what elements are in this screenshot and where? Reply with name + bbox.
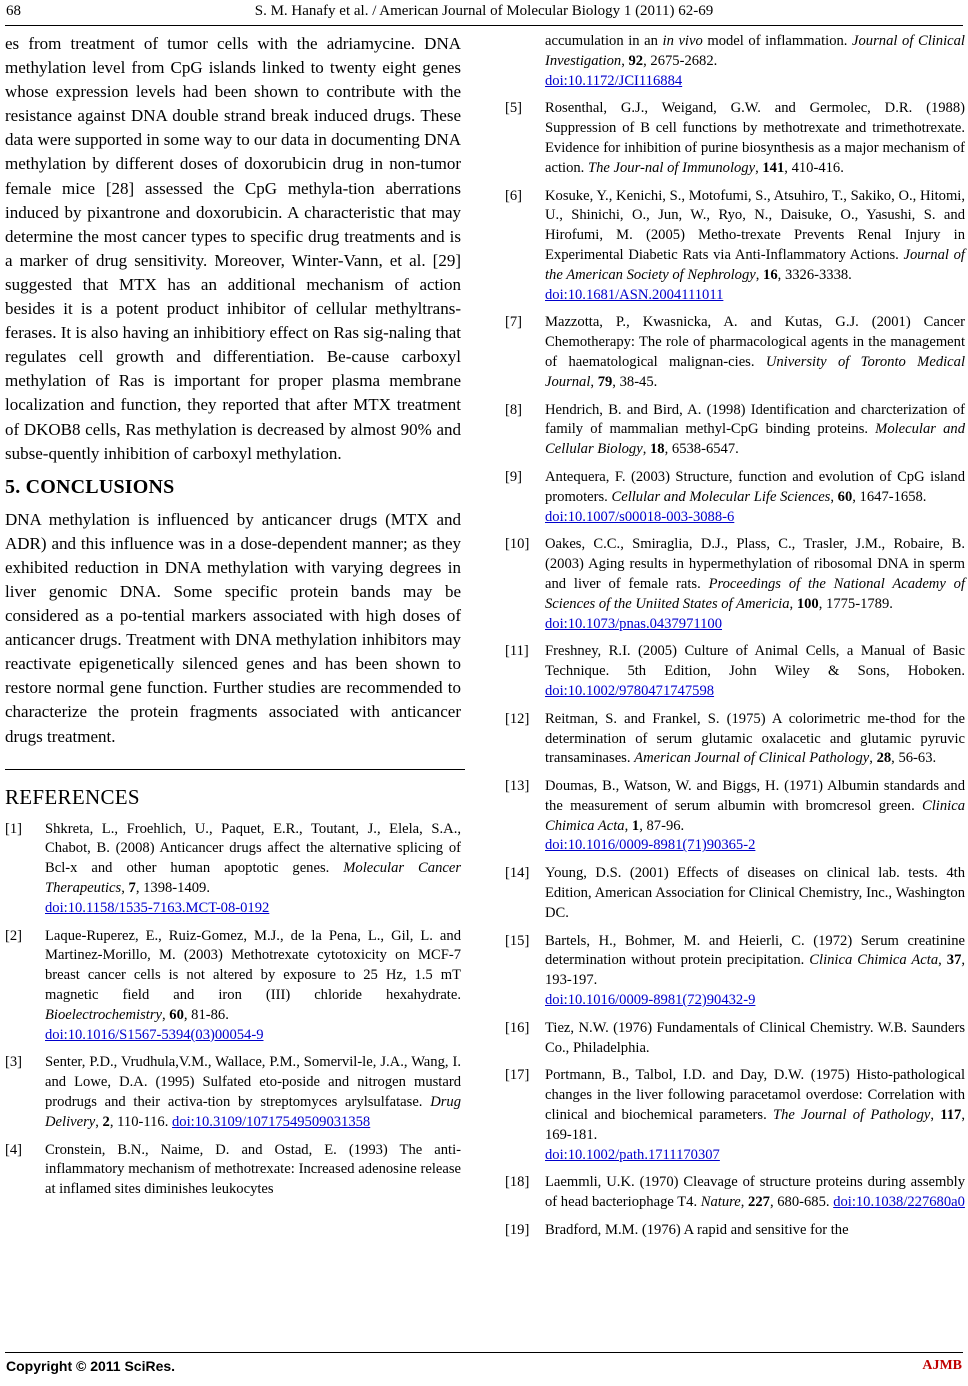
reference-journal: Clinica Chimica Acta: [809, 952, 939, 969]
reference-number: [10]: [505, 536, 530, 553]
reference-pages: , 6538-6547.: [664, 441, 739, 458]
reference-text: Mazzotta, P., Kwasnicka, A. and Kutas, G.J. (2001) Cancer Chemotherapy: The role of pharmacological agents in the management of haematological malignan-cies.: [545, 314, 965, 370]
conclusions-paragraph: DNA methylation is influenced by anticancer drugs (MTX and ADR) and this influence was in a dose-dependent manner; as they exhibited reduction in DNA methylation with varying degrees in liver genomic DNA. Some specific protein bands may be considered as a po-tential markers associated with high doses of anticancer drugs. Treatment with DNA methylation inhibitors may reactivate epigenetically silenced genes and has been shown to restore normal gene function. Further studies are recommended to characterize the protein fragments associated with anticancer drugs treatment.: [5, 509, 461, 746]
header-rule: [5, 25, 963, 26]
reference-text: Portmann, B., Talbol, I.D. and Day, D.W. (1975) Histo-pathological changes in the liver following paracetamol overdose: Correlation with clinical and biochemical parameters.: [545, 1067, 965, 1124]
reference-item: [505, 864, 965, 923]
references-heading: REFERENCES: [5, 784, 140, 809]
reference-number: [9]: [505, 468, 523, 485]
reference-text: Laemmli, U.K. (1970) Cleavage of structure proteins during assembly of head bacteriophage T4.: [545, 1174, 965, 1211]
reference-journal: The Journal of Pathology: [772, 1107, 931, 1124]
reference-pages: , 1647-1658.: [852, 488, 927, 505]
reference-journal: The Jour-nal of Immunology: [587, 159, 756, 176]
reference-volume: 117: [940, 1107, 962, 1124]
reference-doi-link[interactable]: doi:10.1007/s00018-003-3088-6: [545, 508, 735, 525]
footer-rule: [5, 1352, 963, 1353]
reference-doi-link[interactable]: doi:10.1172/JCI116884: [545, 72, 683, 89]
reference-item: [2] Laque-Ruperez, E., Ruiz-Gomez, M.J., de la Pena, L., Gil, L. and Martinez-Morillo, M. (2003) Methotrexate cytotoxicity on MCF-7 breast cancer cells is not altered by exposure to 25 Hz, 1.5 mT magnetic field and iron (III) chloride hexahydrate. Bioelectrochemistry, 60, 81-86. doi:10.1016/S1567-5394(03)00054-9: [5, 927, 461, 1043]
reference-number: [1]: [5, 820, 23, 837]
reference-doi-link[interactable]: doi:10.1002/9780471747598: [545, 682, 715, 699]
reference-number: [18]: [505, 1174, 530, 1191]
reference-pages: , 1398-1409.: [135, 880, 210, 897]
reference-doi-link[interactable]: doi:10.1016/0009-8981(71)90365-2: [545, 837, 756, 854]
reference-number: [7]: [505, 314, 523, 331]
reference-number: [2]: [5, 927, 23, 944]
reference-item: [5] Rosenthal, G.J., Weigand, G.W. and Germolec, D.R. (1988) Suppression of B cell functions by methotrexate and trimethotrexate. Evidence for inhibition of purine biosynthesis as a major mechanism of action. The Jour-nal of Immunology, 141, 410-416.: [505, 100, 965, 176]
reference-number: [14]: [505, 865, 530, 882]
reference-item: [18] Laemmli, U.K. (1970) Cleavage of structure proteins during assembly of head bacteriophage T4. Nature, 227, 680-685. doi:10.1038/227680a0: [505, 1174, 965, 1211]
right-column: [505, 32, 965, 1249]
reference-volume: 2: [102, 1113, 110, 1130]
reference-item: accumulation in an in vivo model of inflammation. Journal of Clinical Investigation, 92, 2675-2682. doi:10.1172/JCI116884: [545, 33, 965, 89]
reference-volume: 37: [946, 952, 962, 969]
reference-text: Rosenthal, G.J., Weigand, G.W. and Germolec, D.R. (1988) Suppression of B cell functions by methotrexate and trimethotrexate. Evidence for inhibition of purine biosynthesis as a major mechanism of action.: [545, 100, 965, 176]
reference-volume: 16: [763, 266, 778, 283]
reference-item: [17] Portmann, B., Talbol, I.D. and Day, D.W. (1975) Histo-pathological changes in the liver following paracetamol overdose: Correlation with clinical and biochemical parameters. The Journal of Pathology, 117, 169-181. doi:10.1002/path.1711170307: [505, 1067, 966, 1163]
reference-pages: , 193-197.: [545, 952, 966, 989]
reference-journal: Nature: [700, 1194, 741, 1211]
reference-text: Reitman, S. and Frankel, S. (1975) A colorimetric me-thod for the determination of serum glutamic oxalacetic and glutamic pyruvic transaminases.: [545, 710, 965, 767]
reference-text: Oakes, C.C., Smiraglia, D.J., Plass, C., Trasler, J.M., Robaire, B. (2003) Aging results in hypermethylation of ribosomal DNA in sperm and liver of female rats.: [545, 536, 965, 592]
reference-item: [505, 1221, 965, 1241]
reference-italic: in vivo: [662, 33, 703, 49]
reference-pages: , 81-86.: [183, 1006, 229, 1023]
reference-number: [8]: [505, 401, 523, 418]
reference-item: [13] Doumas, B., Watson, W. and Biggs, H. (1971) Albumin standards and the measurement of serum albumin with bromcresol green. Clinica Chimica Acta, 1, 87-96. doi:10.1016/0009-8981(71)90365-2: [505, 778, 965, 854]
reference-item: [15] Bartels, H., Bohmer, M. and Heierli, C. (1972) Serum creatinine determination without protein precipitation. Clinica Chimica Acta, 37, 193-197. doi:10.1016/0009-8981(72)90432-9: [505, 932, 966, 1009]
reference-journal: Journal of the American Society of Nephrology: [545, 246, 965, 283]
reference-number: [17]: [505, 1067, 530, 1084]
reference-text: Tiez, N.W. (1976) Fundamentals of Clinical Chemistry. W.B. Saunders Co., Philadelphia.: [545, 1019, 965, 1056]
reference-doi-link[interactable]: doi:10.1681/ASN.2004111011: [545, 286, 724, 303]
reference-journal: Clinica Chimica Acta: [545, 797, 965, 834]
reference-journal: Drug Delivery: [45, 1093, 461, 1130]
running-head: S. M. Hanafy et al. / American Journal of Molecular Biology 1 (2011) 62-69: [254, 3, 714, 19]
reference-item: [505, 1019, 965, 1059]
reference-journal: University of Toronto Medical Journal: [545, 353, 965, 390]
conclusions-heading: 5. CONCLUSIONS: [5, 475, 175, 498]
reference-number: [3]: [5, 1054, 23, 1071]
reference-text: Bradford, M.M. (1976) A rapid and sensitive for the: [545, 1222, 849, 1239]
reference-volume: 28: [876, 750, 892, 767]
reference-journal: Molecular Cancer Therapeutics: [45, 860, 461, 897]
reference-text: Bartels, H., Bohmer, M. and Heierli, C. (1972) Serum creatinine determination without protein precipitation.: [545, 932, 965, 969]
references-list-right: [505, 32, 965, 1241]
copyright-notice: Copyright © 2011 SciRes.: [6, 1358, 176, 1374]
reference-pages: , 169-181.: [545, 1107, 966, 1143]
reference-text: Laque-Ruperez, E., Ruiz-Gomez, M.J., de la Pena, L., Gil, L. and Martinez-Morillo, M. (2003) Methotrexate cytotoxicity on MCF-7 breast cancer cells is not altered by exposure to 25 Hz, 1.5 mT magnetic field and iron (III) chloride hexahydrate.: [45, 927, 461, 1003]
discussion-paragraph: es from treatment of tumor cells with the adriamycine. DNA methylation level from CpG islands linked to twenty eight genes whose expression levels had been shown to contribute with the resistance against DNA double strand break induced drugs. These data were supported in some way to our data in documenting DNA methylation by different doses of doxorubicin drug in non-tumor female mice [28] assessed the CpG methyla-tion aberrations induced by pixantrone and doxorubicin. A characteristic that may determine the most cancer types to specific drug treatments and is a marker of drug sensitivity. Moreover, Winter-Vann, et al. [29] suggested that MTX has an additional mechanism of action besides it is a potent product inhibitor of cellular methyltrans-ferases. It is also having an inhibitiory effect on Ras sig-naling that regulates cell growth and differentiation. Be-cause carboxyl methylation of Ras is important for proper plasma membrane localization and function, they reported that after MTX treatment of DKOB8 cells, Ras methylation is decreased by almost 90% and subse-quently inhibition of carboxyl methylation.: [5, 34, 461, 463]
reference-number: [4]: [5, 1141, 23, 1158]
reference-text: Senter, P.D., Vrudhula,V.M., Wallace, P.M., Somervil-le, J.A., Wang, I. and Lowe, D.A. (1995) Sulfated eto-poside and nitrogen mustard prodrugs and their activa-tion by streptomyces arylsulfatase.: [45, 1054, 461, 1110]
reference-pages: , 1775-1789.: [818, 595, 893, 612]
page-footer: [0, 1358, 968, 1378]
reference-pages: , 87-96.: [639, 817, 685, 834]
reference-number: [5]: [505, 100, 523, 117]
reference-volume: 79: [597, 373, 613, 390]
reference-text: Cronstein, B.N., Naime, D. and Ostad, E. (1993) The anti-inflammatory mechanism of methotrexate: Increased adenosine release at inflamed sites diminishes leukocytes: [45, 1141, 461, 1198]
reference-volume: 227: [748, 1194, 770, 1211]
reference-number: [19]: [505, 1222, 530, 1239]
reference-item: [7] Mazzotta, P., Kwasnicka, A. and Kutas, G.J. (2001) Cancer Chemotherapy: The role of pharmacological agents in the management of haematological malignan-cies. University of Toronto Medical Journal, 79, 38-45.: [505, 314, 965, 390]
reference-volume: 1: [631, 817, 640, 834]
reference-text: model of inflammation.: [702, 33, 853, 49]
reference-volume: 100: [796, 595, 819, 612]
reference-number: [16]: [505, 1019, 530, 1036]
reference-text: Doumas, B., Watson, W. and Biggs, H. (1971) Albumin standards and the measurement of serum albumin with bromcresol green.: [545, 778, 965, 814]
reference-text: Young, D.S. (2001) Effects of diseases on clinical lab. tests. 4th Edition, American Association for Clinical Chemistry, Inc., Washington DC.: [545, 865, 965, 921]
references-rule: [5, 769, 465, 770]
reference-text: Antequera, F. (2003) Structure, function and evolution of CpG island promoters.: [545, 468, 965, 505]
reference-text: Freshney, R.I. (2005) Culture of Animal Cells, a Manual of Basic Technique. 5th Edition, John Wiley & Sons, Hoboken.: [545, 643, 965, 680]
reference-item: [10] Oakes, C.C., Smiraglia, D.J., Plass, C., Trasler, J.M., Robaire, B. (2003) Aging results in hypermethylation of ribosomal DNA in sperm and liver of female rats. Proceedings of the National Academy of Sciences of the Uniited States of Americia, 100, 1775-1789. doi:10.1073/pnas.0437971100: [505, 536, 965, 632]
reference-doi-link[interactable]: doi:10.3109/10717549509031358: [172, 1113, 371, 1130]
left-column: [5, 32, 461, 1208]
reference-journal: Proceedings of the National Academy of Sciences of the Uniited States of Americia: [545, 575, 965, 612]
page-number: 68: [6, 3, 21, 19]
reference-item: [8] Hendrich, B. and Bird, A. (1998) Identification and charcterization of family of mammalian methyl-CpG binding proteins. Molecular and Cellular Biology, 18, 6538-6547.: [505, 401, 965, 458]
reference-doi-link[interactable]: doi:10.1158/1535-7163.MCT-08-0192: [45, 899, 270, 916]
page-header: [6, 0, 962, 22]
reference-pages: , 410-416.: [784, 159, 844, 176]
reference-volume: 60: [169, 1006, 184, 1023]
reference-doi-link[interactable]: doi:10.1038/227680a0: [833, 1194, 965, 1211]
reference-doi-link[interactable]: doi:10.1016/0009-8981(72)90432-9: [545, 992, 756, 1009]
reference-volume: 18: [650, 441, 665, 458]
reference-pages: , 110-116.: [109, 1113, 172, 1130]
reference-number: [15]: [505, 932, 530, 949]
reference-journal: Journal of Clinical Investigation: [545, 33, 965, 69]
reference-item: [5, 1141, 461, 1200]
reference-volume: 92: [628, 52, 644, 69]
reference-number: [12]: [505, 710, 530, 727]
references-list-left: [5, 820, 461, 1200]
reference-volume: 7: [128, 880, 136, 897]
reference-text: Hendrich, B. and Bird, A. (1998) Identification and charcterization of family of mammalian methyl-CpG binding proteins.: [545, 401, 965, 438]
reference-number: [6]: [505, 187, 523, 204]
reference-item: [1] Shkreta, L., Froehlich, U., Paquet, E.R., Toutant, J., Elela, S.A., Chabot, B. (2008) Anticancer drugs affect the alternative splicing of Bcl-x and other human apoptotic genes. Molecular Cancer Therapeutics, 7, 1398-1409. doi:10.1158/1535-7163.MCT-08-0192: [5, 820, 461, 916]
reference-item: [9] Antequera, F. (2003) Structure, function and evolution of CpG island promoters. Cellular and Molecular Life Sciences, 60, 1647-1658. doi:10.1007/s00018-003-3088-6: [505, 468, 965, 525]
reference-item: [6] Kosuke, Y., Kenichi, S., Motofumi, S., Atsuhiro, T., Sakiko, O., Hitomi, U., Shinichi, O., Jun, W., Ryo, N., Daisuke, O., Yasushi, S. and Hirofumi, M. (2005) Metho-trexate Prevents Renal Injury in Experimental Diabetic Rats via Anti-Inflammatory Actions. Journal of the American Society of Nephrology, 16, 3326-3338. doi:10.1681/ASN.2004111011: [505, 187, 965, 303]
reference-item: [12] Reitman, S. and Frankel, S. (1975) A colorimetric me-thod for the determination of serum glutamic oxalacetic and glutamic pyruvic transaminases. American Journal of Clinical Pathology, 28, 56-63.: [505, 710, 965, 767]
reference-text: Kosuke, Y., Kenichi, S., Motofumi, S., Atsuhiro, T., Sakiko, O., Hitomi, U., Shinichi, O., Jun, W., Ryo, N., Daisuke, O., Yasushi, S. and Hirofumi, M. (2005) Metho-trexate Prevents Renal Injury in Experimental Diabetic Rats via Anti-Inflammatory Actions.: [545, 187, 965, 263]
reference-journal: Bioelectrochemistry: [45, 1006, 162, 1023]
reference-pages: , 56-63.: [891, 750, 937, 767]
reference-journal: American Journal of Clinical Pathology: [634, 750, 870, 767]
reference-number: [13]: [505, 778, 530, 795]
reference-pages: , 2675-2682.: [643, 52, 718, 69]
reference-number: [11]: [505, 643, 529, 660]
reference-doi-link[interactable]: doi:10.1073/pnas.0437971100: [545, 615, 723, 632]
reference-journal: Molecular and Cellular Biology: [545, 421, 965, 458]
reference-volume: 141: [762, 159, 785, 176]
reference-doi-link[interactable]: doi:10.1016/S1567-5394(03)00054-9: [45, 1026, 264, 1043]
reference-item: [505, 642, 965, 701]
reference-pages: , 38-45.: [612, 373, 658, 390]
reference-journal: Cellular and Molecular Life Sciences: [611, 488, 831, 505]
reference-text: Shkreta, L., Froehlich, U., Paquet, E.R., Toutant, J., Elela, S.A., Chabot, B. (2008) Anticancer drugs affect the alternative splicing of Bcl-x and other human apoptotic genes.: [45, 820, 461, 877]
reference-item: [3] Senter, P.D., Vrudhula,V.M., Wallace, P.M., Somervil-le, J.A., Wang, I. and Lowe, D.A. (1995) Sulfated eto-poside and nitrogen mustard prodrugs and their activa-tion by streptomyces arylsulfatase. Drug Delivery, 2, 110-116. doi:10.3109/10717549509031358: [5, 1054, 461, 1130]
reference-pages: , 680-685.: [769, 1194, 834, 1211]
journal-abbreviation: AJMB: [922, 1358, 962, 1373]
reference-volume: 60: [837, 488, 853, 505]
reference-pages: , 3326-3338.: [777, 266, 852, 283]
reference-text: accumulation in an: [545, 33, 663, 49]
reference-doi-link[interactable]: doi:10.1002/path.1711170307: [545, 1146, 720, 1163]
